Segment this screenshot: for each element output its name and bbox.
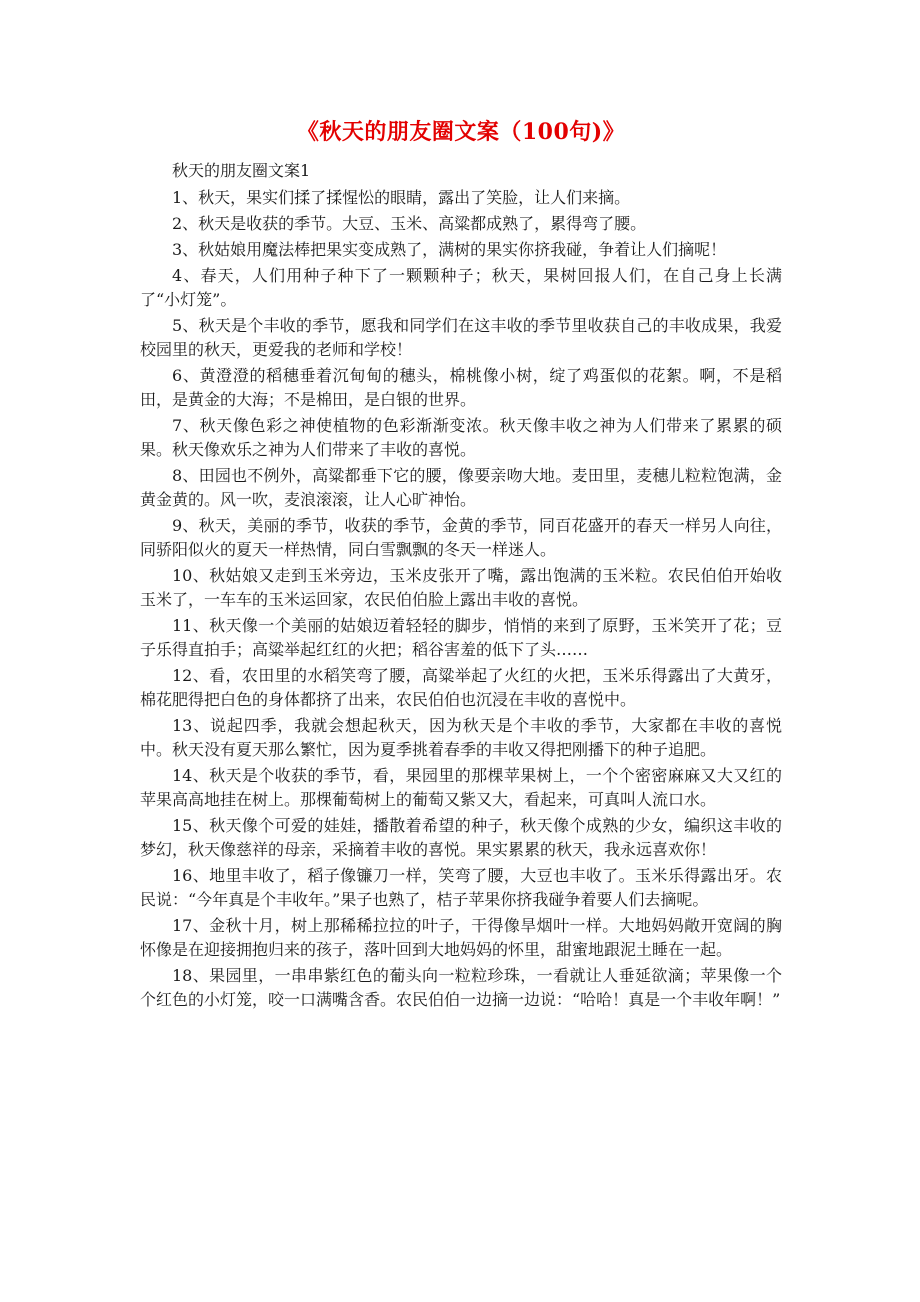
paragraph: 8、田园也不例外，高粱都垂下它的腰，像要亲吻大地。麦田里，麦穗儿粒粒饱满，金黄金黄的。风一吹，麦浪滚滚，让人心旷神怡。 [140, 466, 782, 509]
paragraph: 10、秋姑娘又走到玉米旁边，玉米皮张开了嘴，露出饱满的玉米粒。农民伯伯开始收玉米了，一车车的玉米运回家，农民伯伯脸上露出丰收的喜悦。 [140, 566, 782, 609]
paragraph: 18、果园里，一串串紫红色的葡头向一粒粒珍珠，一看就让人垂延欲滴；苹果像一个个红色的小灯笼，咬一口满嘴含香。农民伯伯一边摘一边说：“哈哈！真是一个丰收年啊！” [140, 966, 782, 1009]
paragraph: 14、秋天是个收获的季节，看，果园里的那棵苹果树上，一个个密密麻麻又大又红的苹果高高地挂在树上。那棵葡萄树上的葡萄又紫又大，看起来，可真叫人流口水。 [140, 766, 782, 809]
document-title: 《秋天的朋友圈文案（100句)》 [296, 119, 626, 145]
paragraph: 12、看，农田里的水稻笑弯了腰，高粱举起了火红的火把，玉米乐得露出了大黄牙，棉花肥得把白色的身体都挤了出来，农民伯伯也沉浸在丰收的喜悦中。 [140, 666, 782, 709]
paragraph: 15、秋天像个可爱的娃娃，播散着希望的种子，秋天像个成熟的少女，编织这丰收的梦幻，秋天像慈祥的母亲，采摘着丰收的喜悦。果实累累的秋天，我永远喜欢你！ [140, 816, 782, 859]
paragraph: 17、金秋十月，树上那稀稀拉拉的叶子，干得像旱烟叶一样。大地妈妈敞开宽阔的胸怀像是在迎接拥抱归来的孩子，落叶回到大地妈妈的怀里，甜蜜地跟泥土睡在一起。 [140, 916, 782, 959]
paragraph: 16、地里丰收了，稻子像镰刀一样，笑弯了腰，大豆也丰收了。玉米乐得露出牙。农民说：“今年真是个丰收年。”果子也熟了，桔子苹果你挤我碰争着要人们去摘呢。 [140, 866, 782, 909]
paragraph: 11、秋天像一个美丽的姑娘迈着轻轻的脚步，悄悄的来到了原野，玉米笑开了花；豆子乐得直拍手；高粱举起红红的火把；稻谷害羞的低下了头…… [140, 616, 782, 659]
paragraph: 13、说起四季，我就会想起秋天，因为秋天是个丰收的季节，大家都在丰收的喜悦中。秋天没有夏天那么繁忙，因为夏季挑着春季的丰收又得把刚播下的种子追肥。 [140, 716, 782, 759]
section-heading: 秋天的朋友圈文案1 [172, 161, 311, 180]
paragraph: 6、黄澄澄的稻穗垂着沉甸甸的穗头，棉桃像小树，绽了鸡蛋似的花絮。啊，不是稻田，是黄金的大海；不是棉田，是白银的世界。 [140, 366, 782, 409]
paragraph: 4、春天，人们用种子种下了一颗颗种子；秋天，果树回报人们，在自己身上长满了“小灯笼”。 [140, 266, 782, 309]
paragraph: 9、秋天，美丽的季节，收获的季节，金黄的季节，同百花盛开的春天一样另人向往，同骄阳似火的夏天一样热情，同白雪飘飘的冬天一样迷人。 [140, 516, 782, 559]
paragraph: 5、秋天是个丰收的季节，愿我和同学们在这丰收的季节里收获自己的丰收成果，我爱校园里的秋天，更爱我的老师和学校！ [140, 316, 782, 359]
paragraph: 3、秋姑娘用魔法棒把果实变成熟了，满树的果实你挤我碰，争着让人们摘呢！ [172, 240, 727, 259]
paragraph-list [140, 186, 782, 1012]
document-page [140, 118, 782, 1014]
paragraph: 2、秋天是收获的季节。大豆、玉米、高粱都成熟了，累得弯了腰。 [172, 214, 647, 233]
paragraph: 7、秋天像色彩之神使植物的色彩渐渐变浓。秋天像丰收之神为人们带来了累累的硕果。秋天像欢乐之神为人们带来了丰收的喜悦。 [140, 416, 782, 459]
paragraph: 1、秋天，果实们揉了揉惺忪的眼睛，露出了笑脸，让人们来摘。 [172, 188, 631, 207]
